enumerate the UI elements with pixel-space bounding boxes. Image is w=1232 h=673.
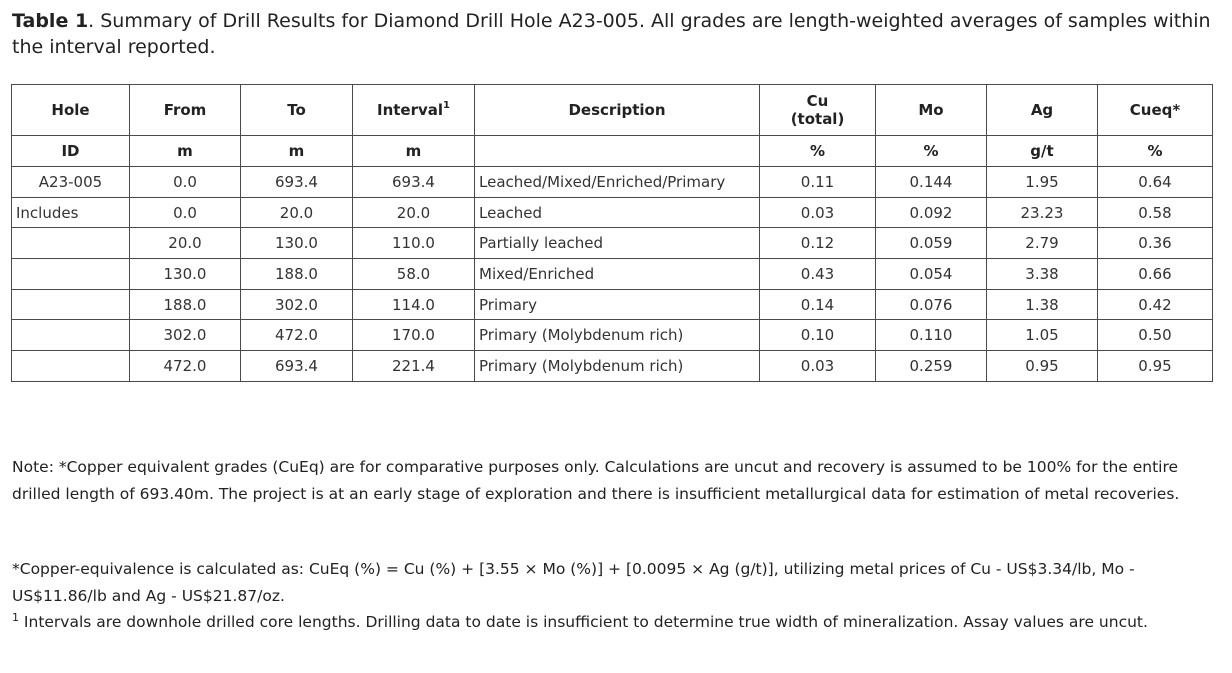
cell-from: 20.0 (130, 228, 241, 259)
cell-cueq: 0.58 (1098, 197, 1213, 228)
header-cu (760, 85, 876, 136)
table-row (12, 228, 1213, 259)
cell-cu: 0.03 (760, 197, 876, 228)
cell-to: 188.0 (241, 259, 353, 290)
drill-results-table (11, 84, 1213, 382)
cell-cu: 0.03 (760, 351, 876, 382)
cell-mo: 0.092 (876, 197, 987, 228)
table-row (12, 259, 1213, 290)
unit-interval: m (353, 136, 475, 167)
table-caption (12, 8, 1217, 60)
cell-to: 693.4 (241, 351, 353, 382)
cell-cu: 0.43 (760, 259, 876, 290)
units-row (12, 136, 1213, 167)
table-row (12, 320, 1213, 351)
cell-interval: 58.0 (353, 259, 475, 290)
header-interval-label: Interval (376, 101, 444, 119)
header-from: From (130, 85, 241, 136)
cell-cu: 0.11 (760, 167, 876, 198)
cell-cu: 0.12 (760, 228, 876, 259)
cell-ag: 23.23 (987, 197, 1098, 228)
cell-mo: 0.144 (876, 167, 987, 198)
cell-to: 472.0 (241, 320, 353, 351)
note-copper-equivalent: Note: *Copper equivalent grades (CuEq) are for comparative purposes only. Calculations are uncut and recovery is assumed to be 100% for the entire drilled length of 693.40m. The project is at an early stage of exploration and there is insufficient metallurgical data for estimation of metal recoveries. (12, 458, 1180, 503)
cell-interval: 110.0 (353, 228, 475, 259)
unit-cu: % (760, 136, 876, 167)
cell-hole-id (12, 259, 130, 290)
note-intervals-text: Intervals are downhole drilled core lengths. Drilling data to date is insufficient to determine true width of mineralization. Assay values are uncut. (19, 613, 1148, 631)
table-row (12, 197, 1213, 228)
cell-from: 0.0 (130, 197, 241, 228)
cell-cu: 0.14 (760, 289, 876, 320)
cell-cu: 0.10 (760, 320, 876, 351)
note-cueq-formula: *Copper-equivalence is calculated as: CuEq (%) = Cu (%) + [3.55 × Mo (%)] + [0.0095 × Ag (g/t)], utilizing metal prices of Cu - US$3.34/lb, Mo - US$11.86/lb and Ag - US$21.87/oz. (12, 560, 1135, 605)
cell-ag: 1.38 (987, 289, 1098, 320)
header-mo: Mo (876, 85, 987, 136)
cell-from: 302.0 (130, 320, 241, 351)
cell-hole-id (12, 228, 130, 259)
unit-to: m (241, 136, 353, 167)
header-interval (353, 85, 475, 136)
cell-hole-id: Includes (12, 197, 130, 228)
cell-mo: 0.054 (876, 259, 987, 290)
cell-hole-id (12, 351, 130, 382)
cell-from: 472.0 (130, 351, 241, 382)
caption-label: Table 1 (12, 10, 89, 32)
unit-description (475, 136, 760, 167)
table-row (12, 289, 1213, 320)
cell-to: 130.0 (241, 228, 353, 259)
cell-mo: 0.259 (876, 351, 987, 382)
cell-ag: 1.95 (987, 167, 1098, 198)
unit-ag: g/t (987, 136, 1098, 167)
header-description: Description (475, 85, 760, 136)
header-hole: Hole (12, 85, 130, 136)
unit-hole: ID (12, 136, 130, 167)
unit-from: m (130, 136, 241, 167)
unit-cueq: % (1098, 136, 1213, 167)
note-intervals-footnote-mark: 1 (12, 611, 19, 624)
cell-cueq: 0.95 (1098, 351, 1213, 382)
note-intervals (12, 609, 1217, 636)
cell-description: Primary (475, 289, 760, 320)
cell-interval: 20.0 (353, 197, 475, 228)
cell-description: Primary (Molybdenum rich) (475, 320, 760, 351)
unit-mo: % (876, 136, 987, 167)
cell-from: 130.0 (130, 259, 241, 290)
header-row (12, 85, 1213, 136)
cell-to: 693.4 (241, 167, 353, 198)
cell-cueq: 0.50 (1098, 320, 1213, 351)
cell-from: 188.0 (130, 289, 241, 320)
table-row (12, 167, 1213, 198)
cell-ag: 1.05 (987, 320, 1098, 351)
cell-from: 0.0 (130, 167, 241, 198)
cell-mo: 0.059 (876, 228, 987, 259)
cell-ag: 3.38 (987, 259, 1098, 290)
cell-interval: 170.0 (353, 320, 475, 351)
cell-description: Partially leached (475, 228, 760, 259)
cell-interval: 221.4 (353, 351, 475, 382)
table-body (12, 167, 1213, 382)
header-interval-footnote: 1 (443, 100, 450, 111)
cell-interval: 693.4 (353, 167, 475, 198)
header-to: To (241, 85, 353, 136)
cell-cueq: 0.36 (1098, 228, 1213, 259)
header-cu-label: Cu (total) (790, 92, 845, 128)
cell-ag: 0.95 (987, 351, 1098, 382)
cell-description: Mixed/Enriched (475, 259, 760, 290)
cell-description: Leached/Mixed/Enriched/Primary (475, 167, 760, 198)
header-ag: Ag (987, 85, 1098, 136)
table-row (12, 351, 1213, 382)
cell-hole-id (12, 320, 130, 351)
header-cueq: Cueq* (1098, 85, 1213, 136)
cell-to: 20.0 (241, 197, 353, 228)
cell-mo: 0.076 (876, 289, 987, 320)
caption-text: . Summary of Drill Results for Diamond Drill Hole A23-005. All grades are length-weighted averages of samples within the interval reported. (12, 10, 1211, 58)
cell-cueq: 0.66 (1098, 259, 1213, 290)
cell-description: Primary (Molybdenum rich) (475, 351, 760, 382)
cell-ag: 2.79 (987, 228, 1098, 259)
cell-cueq: 0.64 (1098, 167, 1213, 198)
cell-mo: 0.110 (876, 320, 987, 351)
cell-description: Leached (475, 197, 760, 228)
cell-cueq: 0.42 (1098, 289, 1213, 320)
cell-hole-id: A23-005 (12, 167, 130, 198)
cell-to: 302.0 (241, 289, 353, 320)
cell-hole-id (12, 289, 130, 320)
cell-interval: 114.0 (353, 289, 475, 320)
